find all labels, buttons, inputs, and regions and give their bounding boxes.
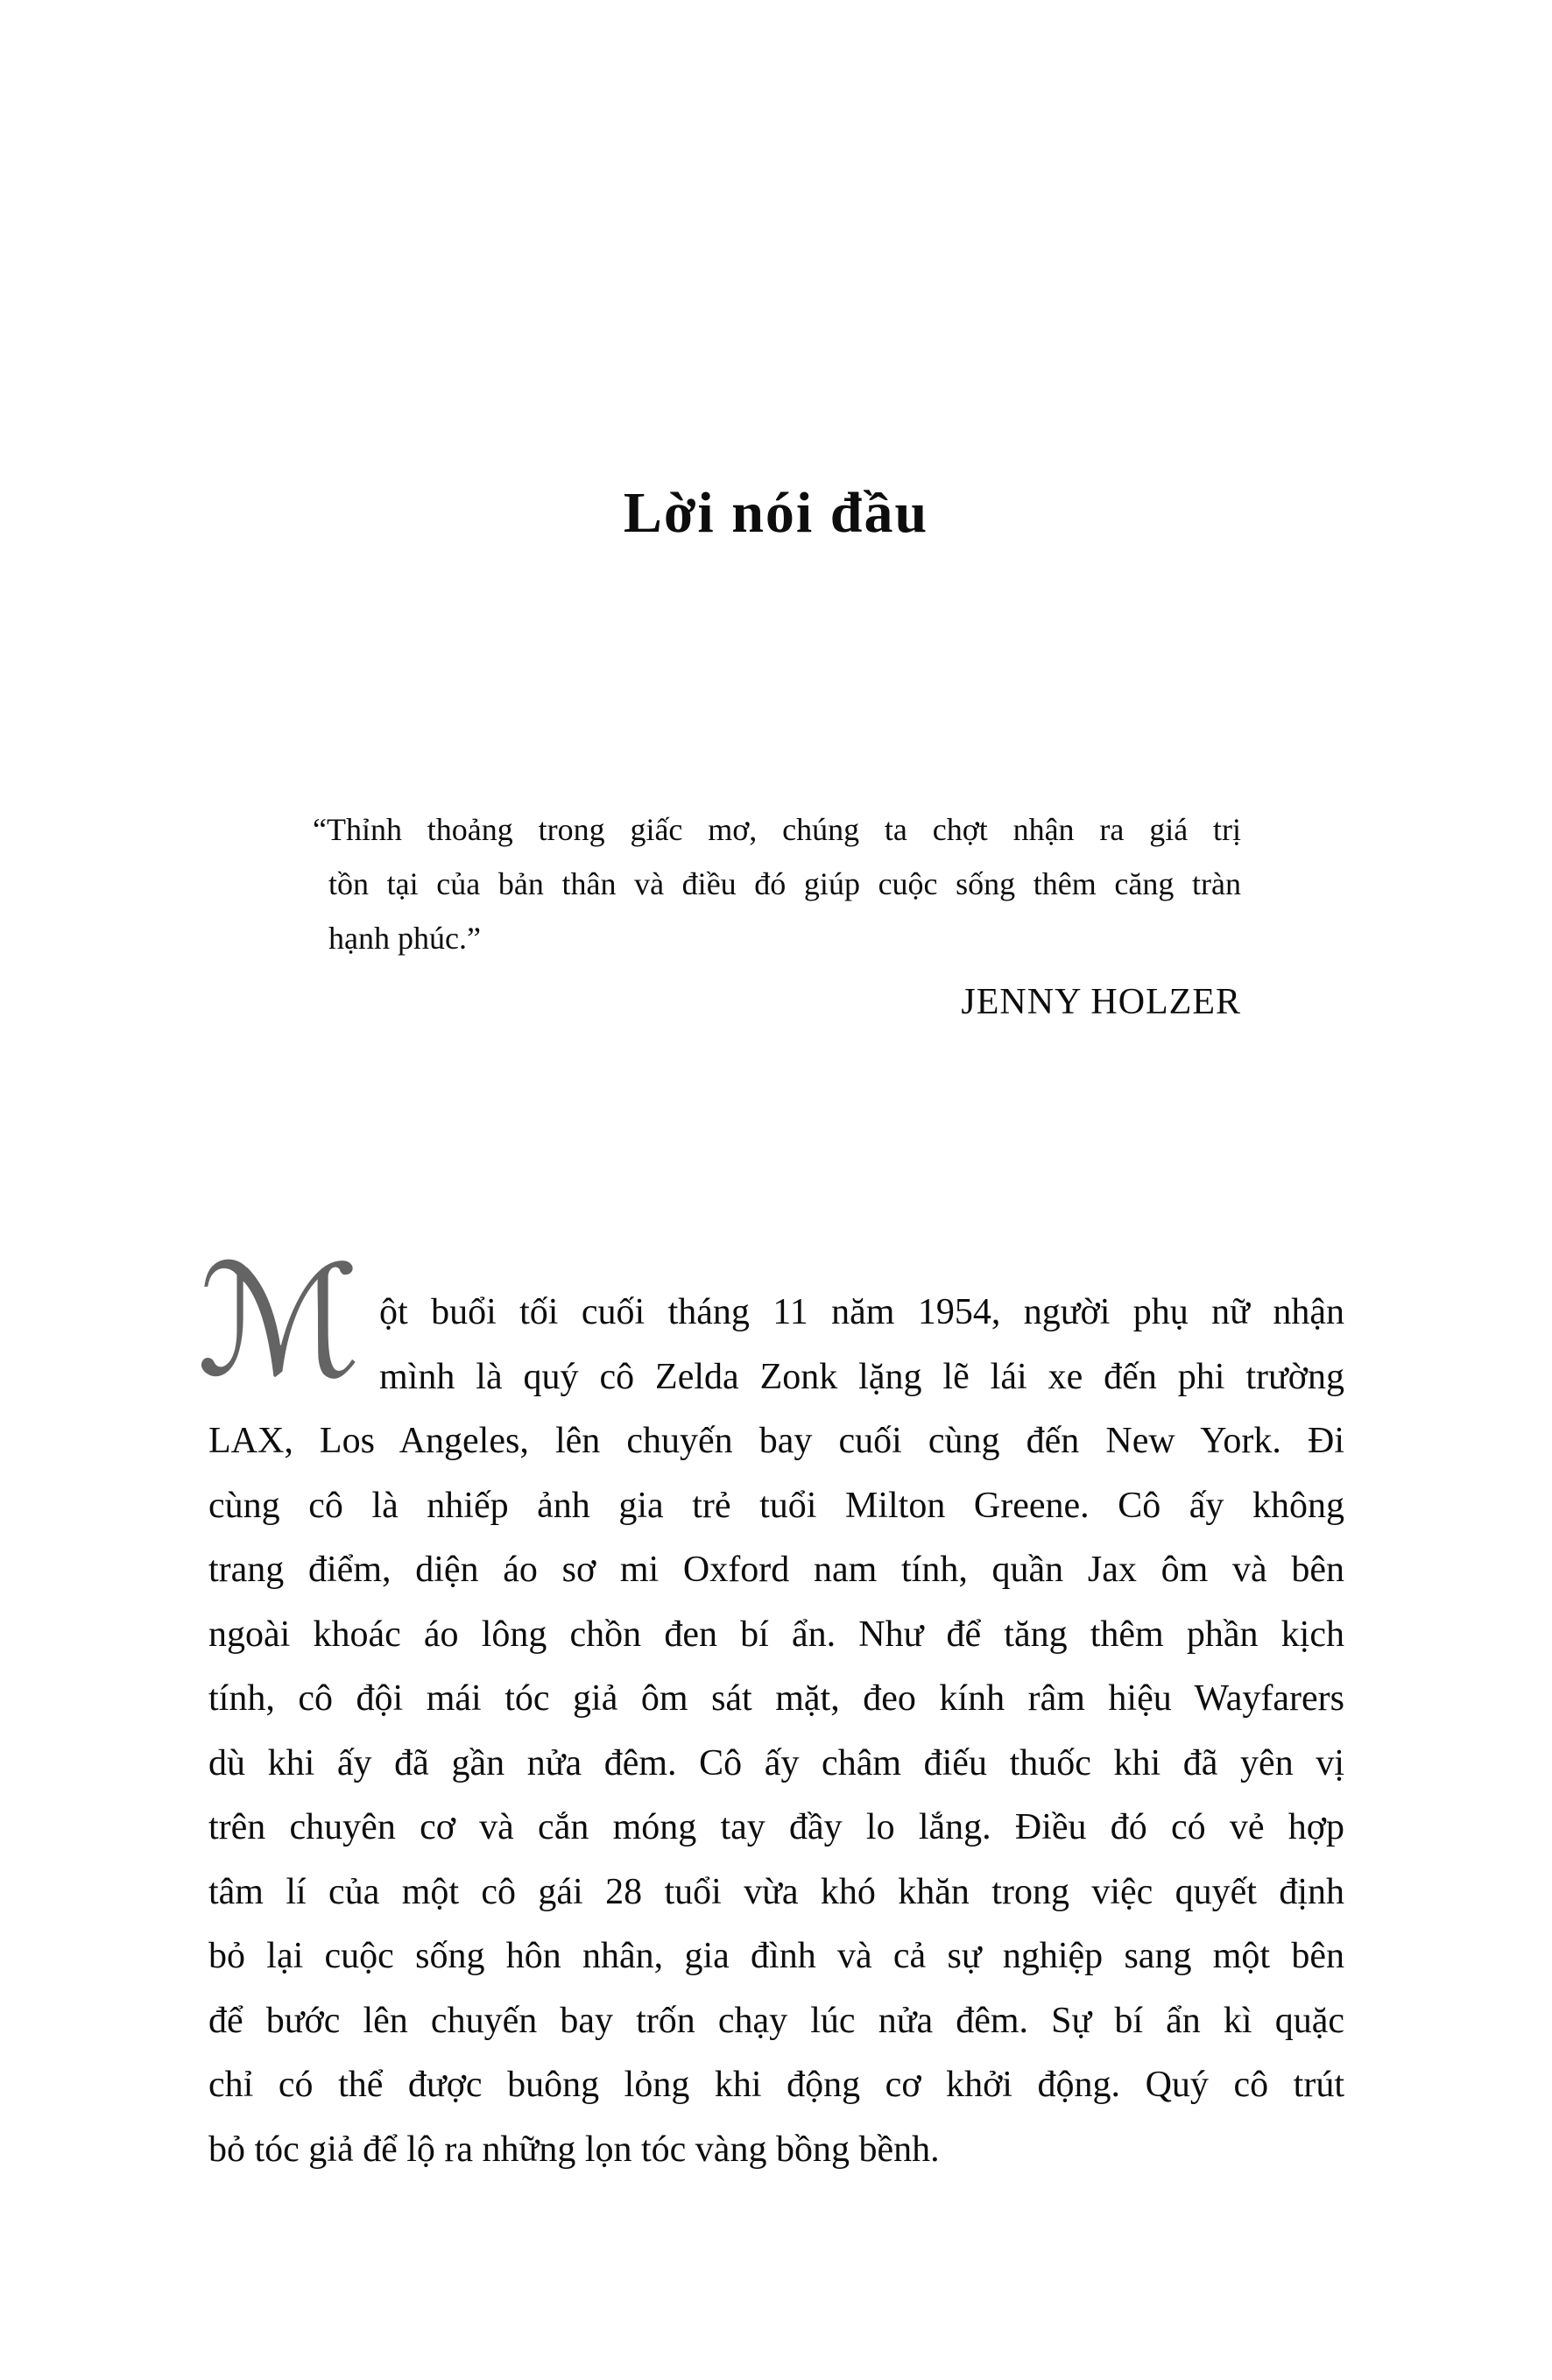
- chapter-title: Lời nói đầu: [623, 481, 929, 545]
- epigraph-line: hạnh phúc.”: [328, 921, 481, 956]
- epigraph-line: [313, 802, 1241, 857]
- body-line: tính, cô đội mái tóc giả ôm sát mặt, đeo kính râm hiệu Wayfarers: [208, 1678, 1344, 1719]
- body-line: cùng cô là nhiếp ảnh gia trẻ tuổi Milton Greene. Cô ấy không: [208, 1485, 1344, 1526]
- body-paragraph: [208, 1281, 1344, 2182]
- body-line: trên chuyên cơ và cắn móng tay đầy lo lắng. Điều đó có vẻ hợp: [208, 1807, 1344, 1847]
- body-line: ột buổi tối cuối tháng 11 năm 1954, người phụ nữ nhận: [379, 1292, 1344, 1332]
- epigraph-line: tồn tại của bản thân và điều đó giúp cuộc sống thêm căng tràn: [328, 866, 1241, 901]
- body-line: tâm lí của một cô gái 28 tuổi vừa khó khăn trong việc quyết định: [208, 1871, 1344, 1912]
- body-line: dù khi ấy đã gần nửa đêm. Cô ấy châm điếu thuốc khi đã yên vị: [208, 1742, 1344, 1783]
- body-line: LAX, Los Angeles, lên chuyến bay cuối cùng đến New York. Đi: [208, 1421, 1344, 1461]
- body-line: chỉ có thể được buông lỏng khi động cơ khởi động. Quý cô trút: [208, 2065, 1344, 2105]
- body-line: bỏ tóc giả để lộ ra những lọn tóc vàng bồng bềnh.: [208, 2129, 940, 2170]
- body-line: trang điểm, diện áo sơ mi Oxford nam tính, quần Jax ôm và bên: [208, 1550, 1344, 1590]
- body-line: mình là quý cô Zelda Zonk lặng lẽ lái xe đến phi trường: [379, 1356, 1344, 1397]
- dropcap-letter-m: ℳ: [197, 1233, 362, 1411]
- open-quote-mark: “: [313, 812, 327, 847]
- body-line: bỏ lại cuộc sống hôn nhân, gia đình và cả sự nghiệp sang một bên: [208, 1936, 1344, 1976]
- epigraph-attribution: JENNY HOLZER: [961, 982, 1241, 1022]
- epigraph-quote: [313, 802, 1241, 965]
- body-line: ngoài khoác áo lông chồn đen bí ẩn. Như để tăng thêm phần kịch: [208, 1614, 1344, 1655]
- body-line: để bước lên chuyến bay trốn chạy lúc nửa đêm. Sự bí ẩn kì quặc: [208, 2000, 1344, 2041]
- epigraph-line-text: Thỉnh thoảng trong giấc mơ, chúng ta chợt nhận ra giá trị: [326, 812, 1241, 847]
